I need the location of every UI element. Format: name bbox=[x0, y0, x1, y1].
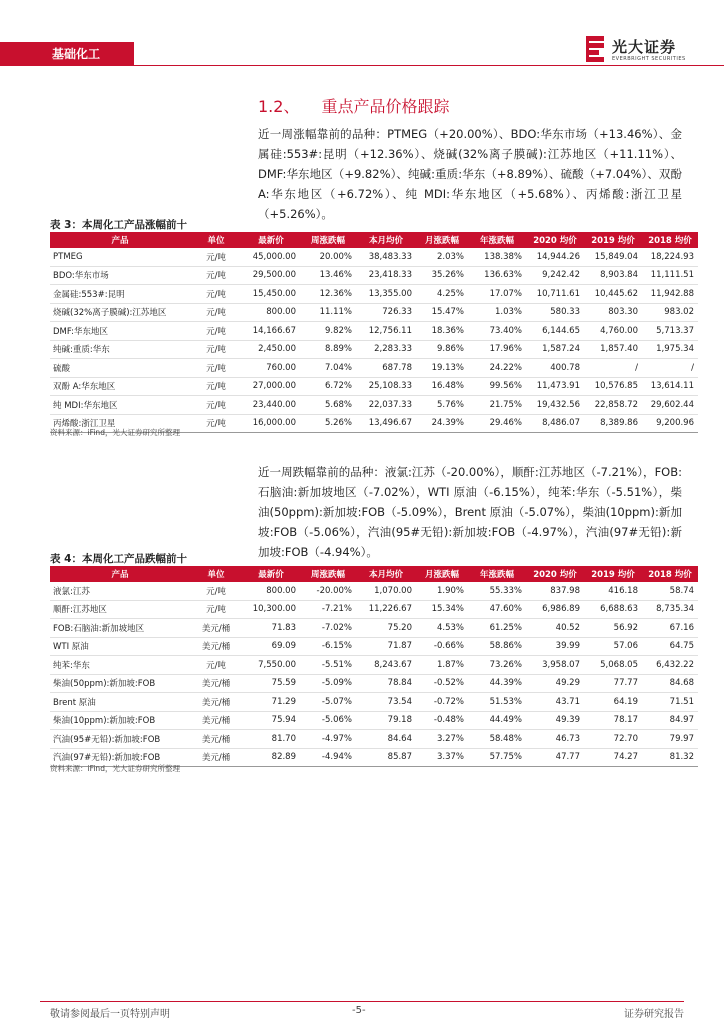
table-cell: 15.47% bbox=[416, 303, 468, 322]
table-cell: 726.33 bbox=[356, 303, 416, 322]
table-cell: 13,614.11 bbox=[642, 377, 698, 396]
footer-divider bbox=[40, 1001, 684, 1002]
table-cell: 46.73 bbox=[526, 730, 584, 749]
table-cell: 9,200.96 bbox=[642, 414, 698, 433]
column-header: 本月均价 bbox=[356, 566, 416, 582]
table-cell: 液氯:江苏 bbox=[50, 582, 190, 600]
table-cell: 687.78 bbox=[356, 359, 416, 378]
table-cell: 22,037.33 bbox=[356, 396, 416, 415]
table-cell: 44.49% bbox=[468, 711, 526, 730]
table-cell: 8,903.84 bbox=[584, 266, 642, 285]
table-cell: 元/吨 bbox=[190, 600, 242, 619]
table-cell: 58.86% bbox=[468, 637, 526, 656]
table-cell: BDO:华东市场 bbox=[50, 266, 190, 285]
table-cell: 美元/桶 bbox=[190, 748, 242, 767]
table-cell: 3,958.07 bbox=[526, 656, 584, 675]
table-cell: -5.06% bbox=[300, 711, 356, 730]
column-header: 本月均价 bbox=[356, 232, 416, 248]
table-cell: 顺酐:江苏地区 bbox=[50, 600, 190, 619]
table-cell: 1,857.40 bbox=[584, 340, 642, 359]
table-cell: 元/吨 bbox=[190, 266, 242, 285]
table-cell: 45,000.00 bbox=[242, 248, 300, 266]
table-cell: -5.07% bbox=[300, 693, 356, 712]
table-cell: 美元/桶 bbox=[190, 711, 242, 730]
table-cell: 纯 MDI:华东地区 bbox=[50, 396, 190, 415]
table-cell: 美元/桶 bbox=[190, 693, 242, 712]
table-cell: 15.34% bbox=[416, 600, 468, 619]
table-cell: 11,942.88 bbox=[642, 285, 698, 304]
table-cell: 元/吨 bbox=[190, 656, 242, 675]
logo-text: 光大证券 bbox=[612, 38, 677, 56]
table-cell: 58.74 bbox=[642, 582, 698, 600]
disclaimer-note: 敬请参阅最后一页特别声明 bbox=[50, 1009, 170, 1020]
gainers-table bbox=[50, 232, 698, 433]
table-cell: -20.00% bbox=[300, 582, 356, 600]
paragraph-losers: 近一周跌幅靠前的品种：液氯:江苏（-20.00%），顺酐:江苏地区（-7.21%），FOB:石脑油:新加坡地区（-7.02%），WTI 原油（-6.15%），纯苯:华东（-5.51%），柴油(50ppm):新加坡:FOB（-5.09%），Brent 原油（-5.07%），柴油(10ppm):新加坡:FOB（-5.06%），汽油(95#无铅):新加坡:FOB（-4.97%），汽油(97#无铅):新加坡:FOB（-4.94%）。 bbox=[258, 465, 682, 559]
category-label: 基础化工 bbox=[52, 47, 101, 61]
column-header: 周涨跌幅 bbox=[300, 566, 356, 582]
table-cell: 38,483.33 bbox=[356, 248, 416, 266]
table-cell: 元/吨 bbox=[190, 322, 242, 341]
table-cell: 803.30 bbox=[584, 303, 642, 322]
table-cell: -5.09% bbox=[300, 674, 356, 693]
logo-mark-icon bbox=[586, 36, 606, 62]
table-header-row bbox=[50, 566, 698, 582]
table-cell: 18,224.93 bbox=[642, 248, 698, 266]
table-cell: 纯碱:重质:华东 bbox=[50, 340, 190, 359]
column-header: 2018 均价 bbox=[642, 566, 698, 582]
table-cell: 13,355.00 bbox=[356, 285, 416, 304]
table-cell: 6,688.63 bbox=[584, 600, 642, 619]
column-header: 2019 均价 bbox=[584, 566, 642, 582]
table-cell: 5,068.05 bbox=[584, 656, 642, 675]
table-cell: -0.48% bbox=[416, 711, 468, 730]
table-cell: 1,587.24 bbox=[526, 340, 584, 359]
table-cell: 纯苯:华东 bbox=[50, 656, 190, 675]
company-logo bbox=[586, 36, 696, 66]
column-header: 年涨跌幅 bbox=[468, 566, 526, 582]
table-cell: 8.89% bbox=[300, 340, 356, 359]
table-cell: 5,713.37 bbox=[642, 322, 698, 341]
table-cell: -7.02% bbox=[300, 619, 356, 638]
table-row bbox=[50, 266, 698, 285]
table-cell: 21.75% bbox=[468, 396, 526, 415]
table-cell: PTMEG bbox=[50, 248, 190, 266]
table-cell: 烧碱(32%离子膜碱):江苏地区 bbox=[50, 303, 190, 322]
table-cell: 4.25% bbox=[416, 285, 468, 304]
table-cell: 84.97 bbox=[642, 711, 698, 730]
table-cell: 78.84 bbox=[356, 674, 416, 693]
table-row bbox=[50, 359, 698, 378]
table-cell: 77.77 bbox=[584, 674, 642, 693]
section-title: 重点产品价格跟踪 bbox=[321, 97, 450, 116]
table-cell: 79.18 bbox=[356, 711, 416, 730]
table-cell: 16,000.00 bbox=[242, 414, 300, 433]
table-cell: 71.51 bbox=[642, 693, 698, 712]
section-number: 1.2、 bbox=[258, 97, 300, 116]
table-cell: 元/吨 bbox=[190, 582, 242, 600]
table-row bbox=[50, 656, 698, 675]
table-cell: 6,144.65 bbox=[526, 322, 584, 341]
table-cell: 5.26% bbox=[300, 414, 356, 433]
table-cell: 416.18 bbox=[584, 582, 642, 600]
table-cell: 72.70 bbox=[584, 730, 642, 749]
table-row bbox=[50, 582, 698, 600]
table-cell: 19,432.56 bbox=[526, 396, 584, 415]
table-cell: 柴油(50ppm):新加坡:FOB bbox=[50, 674, 190, 693]
column-header: 年涨跌幅 bbox=[468, 232, 526, 248]
table-cell: 84.64 bbox=[356, 730, 416, 749]
table-cell: -0.66% bbox=[416, 637, 468, 656]
table-row bbox=[50, 377, 698, 396]
table-cell: 760.00 bbox=[242, 359, 300, 378]
table-cell: 57.75% bbox=[468, 748, 526, 767]
table-row bbox=[50, 619, 698, 638]
table-cell: 5.68% bbox=[300, 396, 356, 415]
table-row bbox=[50, 322, 698, 341]
table-cell: -4.97% bbox=[300, 730, 356, 749]
table-cell: 11,226.67 bbox=[356, 600, 416, 619]
column-header: 单位 bbox=[190, 232, 242, 248]
table-cell: -5.51% bbox=[300, 656, 356, 675]
table-row bbox=[50, 303, 698, 322]
table-cell: 79.97 bbox=[642, 730, 698, 749]
table-cell: 64.75 bbox=[642, 637, 698, 656]
table-cell: 2,450.00 bbox=[242, 340, 300, 359]
column-header: 产品 bbox=[50, 566, 190, 582]
table-cell: 2,283.33 bbox=[356, 340, 416, 359]
table-cell: 元/吨 bbox=[190, 359, 242, 378]
table-cell: 24.39% bbox=[416, 414, 468, 433]
table-cell: 双酚 A:华东地区 bbox=[50, 377, 190, 396]
table-cell: 4.53% bbox=[416, 619, 468, 638]
table-source: 资料来源：iFind，光大证券研究所整理 bbox=[50, 428, 180, 437]
table-row bbox=[50, 600, 698, 619]
column-header: 最新价 bbox=[242, 566, 300, 582]
table-cell: 13,496.67 bbox=[356, 414, 416, 433]
table-cell: 18.36% bbox=[416, 322, 468, 341]
table-cell: 1.03% bbox=[468, 303, 526, 322]
table-cell: 23,440.00 bbox=[242, 396, 300, 415]
table-cell: 元/吨 bbox=[190, 303, 242, 322]
category-banner bbox=[0, 42, 134, 66]
table-cell: 25,108.33 bbox=[356, 377, 416, 396]
table-cell: 10,711.61 bbox=[526, 285, 584, 304]
table-cell: 4,760.00 bbox=[584, 322, 642, 341]
page-number: -5- bbox=[352, 1005, 366, 1016]
table-cell: 22,858.72 bbox=[584, 396, 642, 415]
table-cell: 49.29 bbox=[526, 674, 584, 693]
report-type: 证券研究报告 bbox=[624, 1009, 684, 1020]
table-cell: 12,756.11 bbox=[356, 322, 416, 341]
table-cell: / bbox=[584, 359, 642, 378]
table-title: 表 4：本周化工产品跌幅前十 bbox=[50, 553, 187, 565]
table-cell: 丙烯酸:浙江卫星 bbox=[50, 414, 190, 433]
table-cell: 43.71 bbox=[526, 693, 584, 712]
table-cell: 1,070.00 bbox=[356, 582, 416, 600]
table-cell: -7.21% bbox=[300, 600, 356, 619]
table-cell: 82.89 bbox=[242, 748, 300, 767]
table-cell: -6.15% bbox=[300, 637, 356, 656]
table-cell: 800.00 bbox=[242, 303, 300, 322]
table-cell: 13.46% bbox=[300, 266, 356, 285]
table-cell: 75.20 bbox=[356, 619, 416, 638]
table-cell: 1.87% bbox=[416, 656, 468, 675]
table-cell: 400.78 bbox=[526, 359, 584, 378]
column-header: 2019 均价 bbox=[584, 232, 642, 248]
table-cell: 800.00 bbox=[242, 582, 300, 600]
table-cell: 柴油(10ppm):新加坡:FOB bbox=[50, 711, 190, 730]
table-cell: 55.33% bbox=[468, 582, 526, 600]
table-title: 表 3：本周化工产品涨幅前十 bbox=[50, 219, 187, 231]
table-cell: 71.29 bbox=[242, 693, 300, 712]
table-row bbox=[50, 693, 698, 712]
table-cell: 40.52 bbox=[526, 619, 584, 638]
table-cell: 12.36% bbox=[300, 285, 356, 304]
table-cell: 美元/桶 bbox=[190, 674, 242, 693]
table-cell: 元/吨 bbox=[190, 396, 242, 415]
table-cell: 9.86% bbox=[416, 340, 468, 359]
table-cell: 6,986.89 bbox=[526, 600, 584, 619]
table-row bbox=[50, 285, 698, 304]
table-cell: 14,944.26 bbox=[526, 248, 584, 266]
column-header: 2020 均价 bbox=[526, 232, 584, 248]
column-header: 2018 均价 bbox=[642, 232, 698, 248]
table-cell: 69.09 bbox=[242, 637, 300, 656]
table-cell: 56.92 bbox=[584, 619, 642, 638]
logo-subtext: EVERBRIGHT SECURITIES bbox=[612, 56, 686, 62]
table-cell: 64.19 bbox=[584, 693, 642, 712]
section-heading bbox=[258, 94, 449, 117]
table-cell: DMF:华东地区 bbox=[50, 322, 190, 341]
table-cell: 81.32 bbox=[642, 748, 698, 767]
table-cell: 3.37% bbox=[416, 748, 468, 767]
table-cell: 1.90% bbox=[416, 582, 468, 600]
table-cell: 29,602.44 bbox=[642, 396, 698, 415]
table-cell: 元/吨 bbox=[190, 377, 242, 396]
table-cell: 138.38% bbox=[468, 248, 526, 266]
table-cell: 99.56% bbox=[468, 377, 526, 396]
table-cell: 27,000.00 bbox=[242, 377, 300, 396]
table-cell: 19.13% bbox=[416, 359, 468, 378]
table-cell: 61.25% bbox=[468, 619, 526, 638]
table-cell: 7.04% bbox=[300, 359, 356, 378]
table-cell: 元/吨 bbox=[190, 340, 242, 359]
table-cell: 11.11% bbox=[300, 303, 356, 322]
table-cell: 75.94 bbox=[242, 711, 300, 730]
table-cell: 73.40% bbox=[468, 322, 526, 341]
table-cell: 983.02 bbox=[642, 303, 698, 322]
table-cell: / bbox=[642, 359, 698, 378]
table-cell: 汽油(97#无铅):新加坡:FOB bbox=[50, 748, 190, 767]
table-cell: 硫酸 bbox=[50, 359, 190, 378]
column-header: 月涨跌幅 bbox=[416, 232, 468, 248]
table-cell: 837.98 bbox=[526, 582, 584, 600]
table-cell: 金属硅:553#:昆明 bbox=[50, 285, 190, 304]
table-cell: 39.99 bbox=[526, 637, 584, 656]
table-cell: 美元/桶 bbox=[190, 730, 242, 749]
table-cell: 10,576.85 bbox=[584, 377, 642, 396]
table-cell: 75.59 bbox=[242, 674, 300, 693]
table-cell: 73.26% bbox=[468, 656, 526, 675]
table-cell: 9.82% bbox=[300, 322, 356, 341]
table-cell: 17.07% bbox=[468, 285, 526, 304]
table-source: 资料来源：iFind，光大证券研究所整理 bbox=[50, 764, 180, 773]
table-cell: 24.22% bbox=[468, 359, 526, 378]
table-row bbox=[50, 711, 698, 730]
table-cell: 9,242.42 bbox=[526, 266, 584, 285]
table-row bbox=[50, 674, 698, 693]
column-header: 2020 均价 bbox=[526, 566, 584, 582]
column-header: 单位 bbox=[190, 566, 242, 582]
table-row bbox=[50, 340, 698, 359]
table-cell: 17.96% bbox=[468, 340, 526, 359]
table-cell: 58.48% bbox=[468, 730, 526, 749]
table-cell: 57.06 bbox=[584, 637, 642, 656]
table-cell: 5.76% bbox=[416, 396, 468, 415]
table-cell: 美元/桶 bbox=[190, 619, 242, 638]
table-cell: 49.39 bbox=[526, 711, 584, 730]
table-cell: 47.77 bbox=[526, 748, 584, 767]
table-cell: Brent 原油 bbox=[50, 693, 190, 712]
table-cell: 8,389.86 bbox=[584, 414, 642, 433]
table-cell: 47.60% bbox=[468, 600, 526, 619]
table-cell: -0.52% bbox=[416, 674, 468, 693]
table-cell: 67.16 bbox=[642, 619, 698, 638]
table-cell: 71.83 bbox=[242, 619, 300, 638]
table-cell: 35.26% bbox=[416, 266, 468, 285]
column-header: 最新价 bbox=[242, 232, 300, 248]
table-cell: 51.53% bbox=[468, 693, 526, 712]
column-header: 产品 bbox=[50, 232, 190, 248]
table-cell: 元/吨 bbox=[190, 248, 242, 266]
column-header: 月涨跌幅 bbox=[416, 566, 468, 582]
table-cell: 1,975.34 bbox=[642, 340, 698, 359]
table-cell: 14,166.67 bbox=[242, 322, 300, 341]
table-row bbox=[50, 396, 698, 415]
table-cell: 84.68 bbox=[642, 674, 698, 693]
table-cell: 8,243.67 bbox=[356, 656, 416, 675]
table-cell: WTI 原油 bbox=[50, 637, 190, 656]
table-cell: 美元/桶 bbox=[190, 637, 242, 656]
table-cell: 8,486.07 bbox=[526, 414, 584, 433]
table-cell: 580.33 bbox=[526, 303, 584, 322]
table-cell: 78.17 bbox=[584, 711, 642, 730]
table-cell: 29.46% bbox=[468, 414, 526, 433]
table-cell: 11,111.51 bbox=[642, 266, 698, 285]
table-cell: 71.87 bbox=[356, 637, 416, 656]
table-cell: 10,300.00 bbox=[242, 600, 300, 619]
table-cell: 85.87 bbox=[356, 748, 416, 767]
losers-table bbox=[50, 566, 698, 767]
table-cell: -0.72% bbox=[416, 693, 468, 712]
table-cell: 元/吨 bbox=[190, 414, 242, 433]
table-cell: 2.03% bbox=[416, 248, 468, 266]
table-row bbox=[50, 637, 698, 656]
table-cell: 73.54 bbox=[356, 693, 416, 712]
table-cell: 8,735.34 bbox=[642, 600, 698, 619]
table-cell: 3.27% bbox=[416, 730, 468, 749]
table-cell: 6,432.22 bbox=[642, 656, 698, 675]
table-cell: 汽油(95#无铅):新加坡:FOB bbox=[50, 730, 190, 749]
table-cell: 15,450.00 bbox=[242, 285, 300, 304]
table-cell: 6.72% bbox=[300, 377, 356, 396]
table-row bbox=[50, 730, 698, 749]
table-cell: 81.70 bbox=[242, 730, 300, 749]
table-cell: 23,418.33 bbox=[356, 266, 416, 285]
table-cell: 136.63% bbox=[468, 266, 526, 285]
table-cell: 15,849.04 bbox=[584, 248, 642, 266]
table-cell: 元/吨 bbox=[190, 285, 242, 304]
table-row bbox=[50, 248, 698, 266]
table-cell: 29,500.00 bbox=[242, 266, 300, 285]
table-cell: 7,550.00 bbox=[242, 656, 300, 675]
table-cell: 11,473.91 bbox=[526, 377, 584, 396]
table-cell: 10,445.62 bbox=[584, 285, 642, 304]
paragraph-gainers: 近一周涨幅靠前的品种：PTMEG（+20.00%）、BDO:华东市场（+13.46%）、金属硅:553#:昆明（+12.36%）、烧碱(32%离子膜碱):江苏地区（+11.11%）、DMF:华东地区（+9.82%）、纯碱:重质:华东（+8.89%）、硫酸（+7.04%）、双酚 A:华东地区（+6.72%）、纯 MDI:华东地区（+5.68%）、丙烯酸:浙江卫星（+5.26%）。 bbox=[258, 127, 682, 221]
table-cell: 20.00% bbox=[300, 248, 356, 266]
table-cell: -4.94% bbox=[300, 748, 356, 767]
table-cell: FOB:石脑油:新加坡地区 bbox=[50, 619, 190, 638]
table-cell: 16.48% bbox=[416, 377, 468, 396]
table-cell: 44.39% bbox=[468, 674, 526, 693]
table-header-row bbox=[50, 232, 698, 248]
table-cell: 74.27 bbox=[584, 748, 642, 767]
column-header: 周涨跌幅 bbox=[300, 232, 356, 248]
